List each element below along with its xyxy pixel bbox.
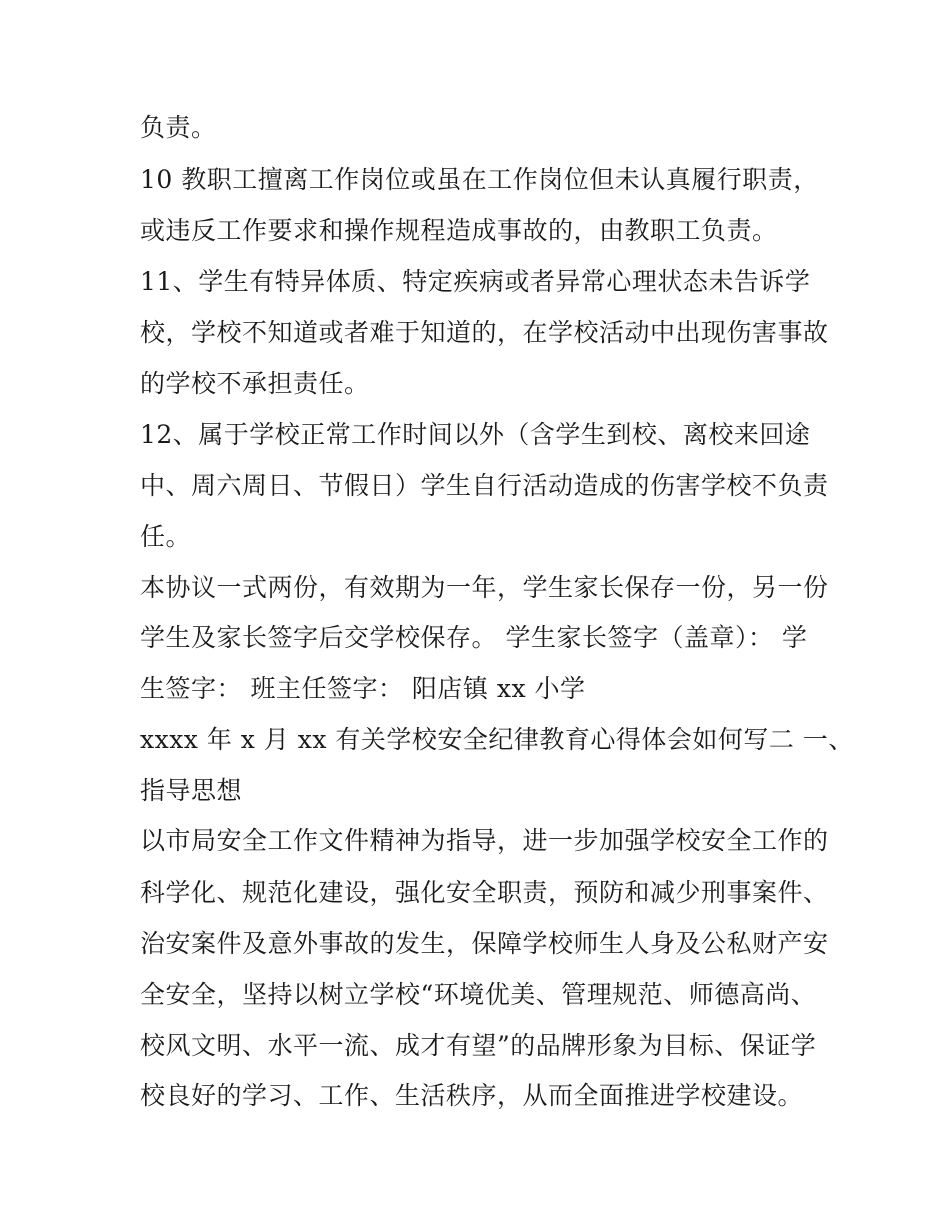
text-line: 负责。 bbox=[140, 113, 217, 142]
text-line: 指导思想 bbox=[140, 776, 243, 805]
text-line: 任。 bbox=[140, 522, 192, 551]
text-line: 校良好的学习、工作、生活秩序，从而全面推进学校建设。 bbox=[140, 1081, 804, 1110]
text-line: 生签字： 班主任签字： 阳店镇 xx 小学 bbox=[140, 674, 586, 703]
text-line: 11、学生有特异体质、特定疾病或者异常心理状态未告诉学 bbox=[140, 267, 811, 296]
text-line: 12、属于学校正常工作时间以外（含学生到校、离校来回途 bbox=[140, 420, 811, 449]
text-line: 10 教职工擅离工作岗位或虽在工作岗位但未认真履行职责， bbox=[140, 165, 819, 194]
text-line: 或违反工作要求和操作规程造成事故的，由教职工负责。 bbox=[140, 216, 778, 245]
text-line: 全安全，坚持以树立学校“环境优美、管理规范、师德高尚、 bbox=[140, 980, 817, 1009]
text-line: 的学校不承担责任。 bbox=[140, 369, 370, 398]
text-line: 治安案件及意外事故的发生，保障学校师生人身及公私财产安 bbox=[140, 929, 829, 958]
text-line: 学生及家长签字后交学校保存。 学生家长签字（盖章）： 学 bbox=[140, 623, 808, 652]
text-line: 本协议一式两份，有效期为一年，学生家长保存一份，另一份 bbox=[140, 573, 829, 602]
text-line: 校风文明、水平一流、成才有望”的品牌形象为目标、保证学 bbox=[140, 1031, 817, 1060]
text-line: xxxx 年 x 月 xx 有关学校安全纪律教育心得体会如何写二 一、 bbox=[140, 725, 854, 754]
text-line: 以市局安全工作文件精神为指导，进一步加强学校安全工作的 bbox=[140, 826, 829, 855]
text-line: 科学化、规范化建设，强化安全职责，预防和减少刑事案件、 bbox=[140, 878, 829, 907]
text-line: 中、周六周日、节假日）学生自行活动造成的伤害学校不负责 bbox=[140, 471, 829, 500]
text-line: 校，学校不知道或者难于知道的，在学校活动中出现伤害事故 bbox=[140, 318, 829, 347]
